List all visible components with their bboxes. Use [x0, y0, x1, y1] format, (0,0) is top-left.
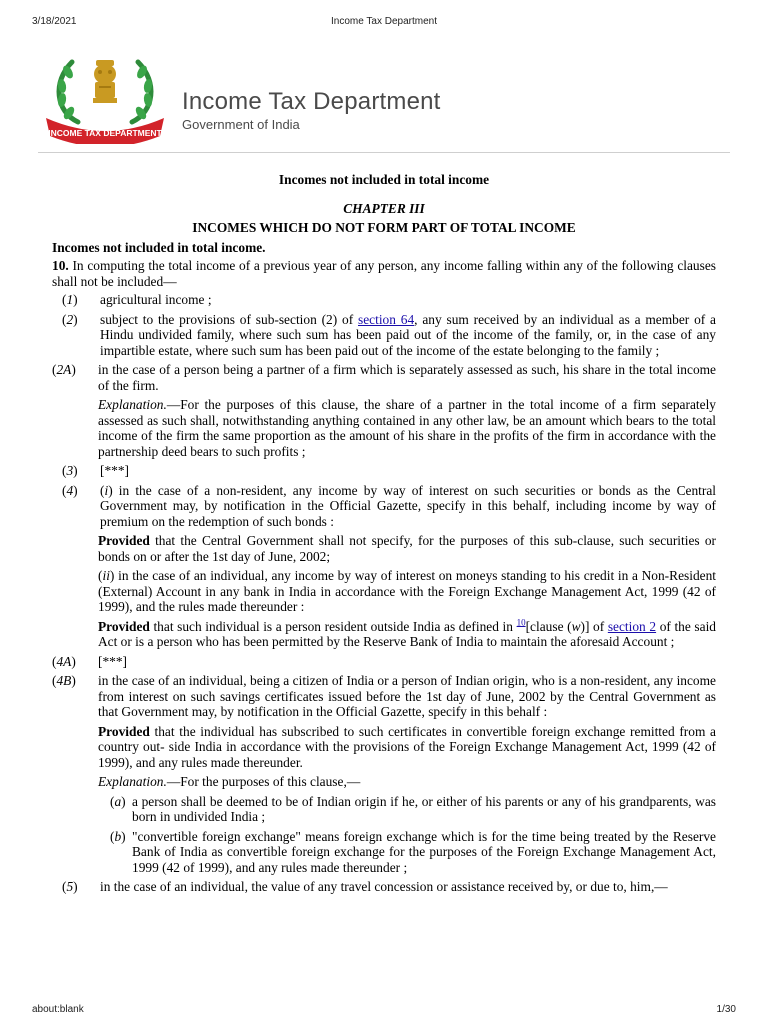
clause-1 — [52, 292, 716, 308]
section-intro — [52, 258, 716, 289]
clause-4b-proviso — [52, 724, 716, 771]
print-footer — [32, 1004, 736, 1018]
income-tax-logo — [38, 52, 172, 144]
clause-4-proviso-2: Provided that such individual is a person resident outside India as defined in $^{10}$[clause (w)] of section 2 of the said Act or is a person who has been permitted by the Reserve Bank of India to maintain the aforesaid Account ; — [98, 617, 716, 649]
clause-4-proviso-1 — [52, 533, 716, 564]
explanation-item-a: (a) a person shall be deemed to be of Indian origin if he, or either of his parents or any of his grandparents, was born in undivided India ; — [110, 793, 716, 824]
logo-ribbon-text: INCOME TAX DEPARTMENT — [48, 128, 162, 138]
clause-text: [***] — [100, 463, 130, 478]
chapter-number: CHAPTER III — [343, 200, 425, 216]
clause-number: (3) — [62, 463, 78, 478]
item-text: a person shall be deemed to be of Indian origin if he, or either of his parents or any of his grandparents, was born in undivided India ; — [132, 793, 716, 824]
subclause-number: i — [104, 482, 109, 498]
clause-text: in the case of an individual, the value of any travel concession or assistance received by, or due to, him,— — [100, 879, 668, 894]
clause-text: in the case of an individual, being a citizen of India or a person of Indian origin, who is a non-resident, any income from interest on such savings certificates issued before the 1st day of June, 2002 by the Central Government as that Government may, by notification in the Official Gazette, specify in this behalf : — [98, 673, 716, 719]
page-title: Incomes not included in total income — [278, 172, 490, 187]
clause-text: subject to the provisions of sub-section (2) of — [100, 311, 359, 327]
clause-number: (1) — [62, 292, 78, 307]
proviso-label: Provided — [98, 533, 150, 548]
clause-2a-explanation — [52, 397, 716, 459]
brand-title: Income Tax Department — [182, 88, 441, 115]
brand-subtitle: Government of India — [182, 117, 300, 132]
page-counter: 1/30 — [716, 1004, 736, 1015]
clause-4: (4) (i) in the case of a non-resident, any income by way of interest on such securities or bonds as the Central Government may, by notification in the Official Gazette, specify in this behalf, including income by way of premium on the redemption of such bonds : — [62, 482, 716, 529]
explanation-item-b: (b) "convertible foreign exchange" means foreign exchange which is for the time being treated by the Reserve Bank of India as convertible foreign exchange for the purposes of the Foreign Exchange Management Act, 1999 (42 of 1999), and any rules made thereunder ; — [110, 828, 716, 875]
clause-4b — [52, 673, 716, 720]
explanation-label: Explanation. — [98, 774, 167, 789]
subclause-text: in the case of an individual, any income by way of interest on moneys standing to his credit in a Non-Resident (External) Account in any bank in India in accordance with the Foreign Exchange Management Act, 1999 (42 of 1999), and the rules made thereunder : — [98, 568, 717, 614]
clause-text: in the case of a non-resident, any income by way of interest on such securities or bonds as the Central Government may, by notification in the Official Gazette, specify in this behalf, including income by way of premium on the redemption of such bonds : — [100, 482, 716, 529]
subclause-number: ii — [102, 568, 110, 583]
clause-number: (2A) — [52, 362, 76, 377]
proviso-text: that the Central Government shall not specify, for the purposes of this sub-clause, such securities or bonds on or after the 1st day of June, 2002; — [98, 533, 716, 564]
explanation-text: —For the purposes of this clause,— — [166, 774, 361, 789]
clause-number: (4A) — [52, 653, 76, 669]
clause-5 — [52, 879, 716, 895]
section-text: In computing the total income of a previous year of any person, any income falling within any of the following clauses shall not be included— — [52, 258, 716, 289]
section-heading: Incomes not included in total income. — [52, 239, 266, 255]
clause-text-cont: , any sum received by an individual as a member of a Hindu undivided family, where such sum has been paid out of the income of the family, or, in the case of any impartible estate, where such sum has been paid out of the income of the estate belonging to the family ; — [100, 311, 716, 358]
footnote-10-link[interactable]: 10 — [516, 617, 526, 628]
print-title: Income Tax Department — [331, 16, 437, 27]
clause-number: (5) — [62, 879, 78, 894]
clause-number: (2) — [62, 311, 78, 327]
section-number: 10. — [52, 258, 69, 273]
clause-4a — [52, 654, 716, 670]
clause-4-subclause-ii: (ii) in the case of an individual, any income by way of interest on moneys standing to his credit in a Non-Resident (External) Account in any bank in India in accordance with the Foreign Exchange Management Act, 1999 (42 of 1999), and the rules made thereunder : — [98, 568, 717, 614]
proviso-text: that the individual has subscribed to such certificates in convertible foreign exchange remitted from a country out- side India in accordance with the provisions of the Foreign Exchange Management Act, 1999 (42 of 1999), and any rules made thereunder. — [98, 723, 716, 770]
clause-3 — [52, 463, 716, 479]
print-url: about:blank — [32, 1004, 84, 1015]
clause-number: (4B) — [52, 673, 76, 688]
clause-number: (4) — [62, 482, 78, 498]
section-64-link[interactable]: section 64 — [358, 311, 415, 327]
clause-2a — [52, 362, 716, 393]
clause-text: in the case of a person being a partner of a firm which is separately assessed as such, his share in the total income of the firm. — [98, 362, 716, 393]
clause-text: [***] — [98, 653, 128, 669]
proviso-label: Provided — [98, 618, 150, 634]
section-2-link[interactable]: section 2 — [607, 618, 657, 634]
clause-text: agricultural income ; — [100, 292, 212, 307]
document-body — [52, 172, 716, 899]
explanation-text: —For the purposes of this clause, the share of a partner in the total income of a firm separately assessed as such shall, notwithstanding anything contained in any other law, be an amount which bears to the total income of the firm the same proportion as the amount of his share in the profits of the firm in accordance with the partnership deed bears to such profits ; — [98, 397, 716, 459]
clause-4b-explanation — [52, 774, 716, 790]
chapter-title: INCOMES WHICH DO NOT FORM PART OF TOTAL INCOME — [192, 220, 576, 235]
proviso-label: Provided — [98, 723, 150, 739]
print-date: 3/18/2021 — [32, 16, 77, 27]
explanation-label: Explanation. — [98, 397, 167, 412]
print-header — [32, 16, 736, 30]
item-text: "convertible foreign exchange" means foreign exchange which is for the time being treated by the Reserve Bank of India as convertible foreign exchange for the purposes of the Foreign Exchange Management Act, 1999 (42 of 1999), and any rules made thereunder ; — [132, 828, 716, 875]
header-divider — [38, 152, 730, 153]
clause-2 — [52, 312, 716, 359]
